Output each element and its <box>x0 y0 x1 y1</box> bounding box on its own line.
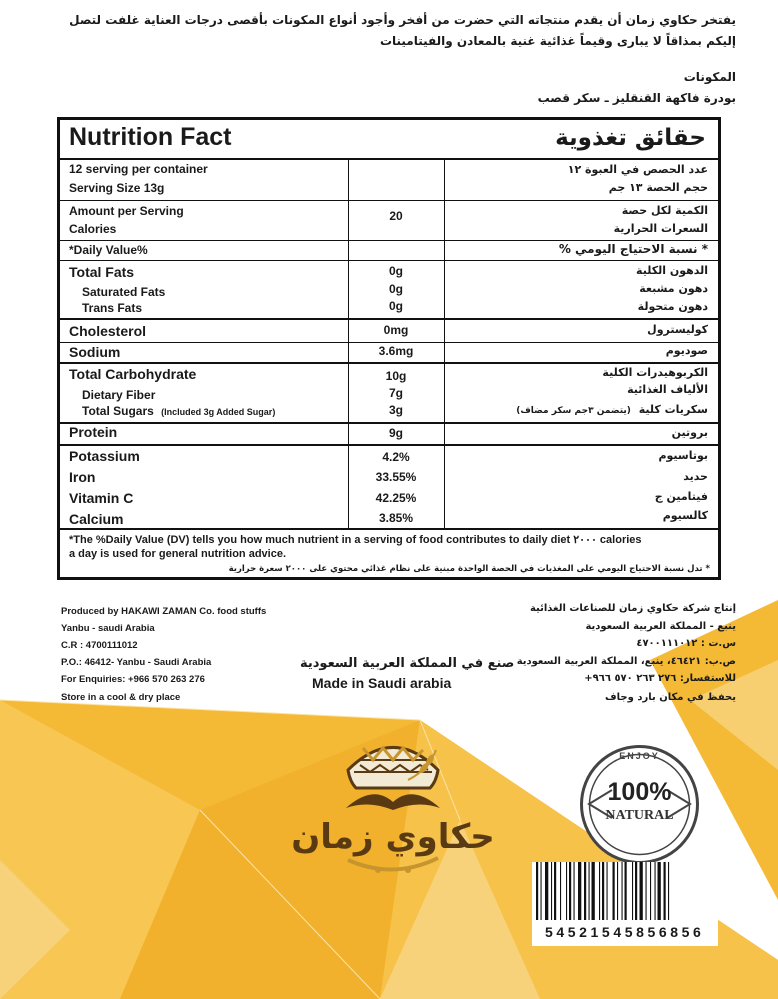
daily-value-label-ar: * نسبة الاحتياج اليومي % <box>558 242 708 256</box>
amount-per-serving-en: Amount per Serving <box>69 204 184 218</box>
footnote-ar: * تدل نسبة الاحتياج اليومي على المغذيات في الحصة الواحدة مبنية على نظام غذائي محتوي على ٢٠٠٠ سعرة حرارية <box>228 564 710 574</box>
nutrition-title-en: Nutrition Fact <box>69 123 232 151</box>
divider <box>60 444 718 446</box>
barcode-bar <box>541 862 542 920</box>
badge-label: NATURAL <box>605 808 674 823</box>
calcium-value: 3.85% <box>378 511 414 525</box>
divider <box>60 318 718 320</box>
barcode-number: 54521545856856 <box>545 924 705 940</box>
potassium-en: Potassium <box>69 448 140 464</box>
saturated-fats-ar: دهون مشبعة <box>639 282 708 295</box>
barcode-bar <box>622 862 623 920</box>
dietary-fiber-value: 7g <box>388 386 403 400</box>
barcode-bar <box>599 862 600 920</box>
total-carbohydrate-value: 10g <box>385 369 407 383</box>
barcode-bar <box>640 862 643 920</box>
barcode-bar <box>551 862 552 920</box>
divider <box>60 422 718 424</box>
daily-value-label-en: *Daily Value% <box>69 243 148 257</box>
calories-label-en: Calories <box>69 222 117 236</box>
total-fats-en: Total Fats <box>69 264 135 280</box>
barcode-bar <box>602 862 604 920</box>
serving-size-en: Serving Size 13g <box>69 181 165 195</box>
producer-line: إنتاج شركة حكاوي زمان للصناعات الغذائية <box>529 603 736 614</box>
made-in-ar: صنع في المملكة العربية السعودية <box>300 656 515 671</box>
footnote-en-line1: *The %Daily Value (DV) tells you how much nutrient in a serving of food contributes to daily diet ٢٠٠٠ calories <box>69 534 642 546</box>
protein-value: 9g <box>388 426 403 440</box>
barcode-bars <box>532 862 718 922</box>
badge-percent: 100% <box>607 778 672 806</box>
saturated-fats-en: Saturated Fats <box>82 285 166 299</box>
iron-ar: حديد <box>683 470 708 483</box>
producer-line: Produced by HAKAWI ZAMAN Co. food stuffs <box>61 606 267 617</box>
producer-line: ينبع - المملكة العربية السعودية <box>585 620 736 632</box>
vitamin-c-value: 42.25% <box>375 491 417 505</box>
barcode-bar <box>584 862 586 920</box>
nutrition-facts-table <box>57 117 721 580</box>
barcode-bar <box>574 862 575 920</box>
producer-info-ar <box>517 600 736 688</box>
producer-line: Yanbu - saudi Arabia <box>61 623 155 634</box>
storage-instruction-en: Store in a cool & dry place <box>61 692 181 703</box>
sodium-en: Sodium <box>69 344 121 360</box>
potassium-value: 4.2% <box>382 450 410 464</box>
iron-en: Iron <box>69 469 96 485</box>
dietary-fiber-en: Dietary Fiber <box>82 388 156 402</box>
divider <box>60 342 718 343</box>
calcium-en: Calcium <box>69 511 124 527</box>
producer-line: ص.ب: ٤٦٤٢١، ينبع، المملكة العربية السعودية <box>516 655 736 667</box>
total-carbohydrate-en: Total Carbohydrate <box>69 366 197 382</box>
divider <box>60 362 718 364</box>
serving-size-ar: حجم الحصة ١٣ جم <box>608 181 708 194</box>
total-fats-value: 0g <box>388 264 403 278</box>
nutrition-title-ar: حقائق تغذوية <box>555 125 706 151</box>
barcode-bar <box>613 862 615 920</box>
trans-fats-en: Trans Fats <box>82 301 143 315</box>
barcode-bar <box>589 862 590 920</box>
barcode-bar <box>617 862 618 920</box>
barcode-bar <box>625 862 627 920</box>
total-sugars-en <box>82 404 275 418</box>
servings-per-container-ar: عدد الحصص في العبوة ١٢ <box>567 163 708 176</box>
producer-line: P.O.: 46412- Yanbu - Saudi Arabia <box>61 657 212 668</box>
divider <box>60 158 718 160</box>
servings-per-container-en: 12 serving per container <box>69 162 208 176</box>
storage-instruction-ar: يحفظ في مكان بارد وجاف <box>605 692 736 703</box>
barcode-bar <box>554 862 556 920</box>
barcode-bar <box>578 862 581 920</box>
ingredients-title: المكونات <box>683 70 736 84</box>
potassium-ar: بوتاسيوم <box>658 449 708 462</box>
barcode-bar <box>536 862 538 920</box>
divider <box>60 260 718 261</box>
logo-text: حكاوي زمان <box>291 817 495 857</box>
saturated-fats-value: 0g <box>388 282 403 296</box>
trans-fats-ar: دهون متحولة <box>637 300 708 313</box>
dietary-fiber-ar: الألياف الغذائية <box>627 383 708 396</box>
barcode-bar <box>655 862 656 920</box>
barcode-bar <box>545 862 548 920</box>
total-sugars-ar <box>516 403 708 416</box>
barcode-bar <box>650 862 651 920</box>
column-divider <box>444 160 445 530</box>
barcode-bar <box>658 862 661 920</box>
barcode-bar <box>560 862 561 920</box>
producer-line: C.R : 4700111012 <box>61 640 138 651</box>
total-carbohydrate-ar: الكربوهيدرات الكلية <box>602 366 708 379</box>
cholesterol-en: Cholesterol <box>69 323 147 339</box>
calcium-ar: كالسيوم <box>662 509 708 522</box>
producer-line: For Enquiries: +966 570 263 276 <box>61 674 205 685</box>
total-sugars-value: 3g <box>388 403 403 417</box>
ingredients-text: بودرة فاكهة القنقليز ـ سكر قصب <box>537 91 736 105</box>
producer-line: س.ت : ٤٧٠٠١١١٠١٢ <box>636 638 736 649</box>
cholesterol-value: 0mg <box>383 323 409 337</box>
total-sugars-note-en: (Included 3g Added Sugar) <box>161 407 276 417</box>
total-sugars-label-en: Total Sugars <box>82 404 154 418</box>
total-fats-ar: الدهون الكلية <box>636 264 708 277</box>
amount-per-serving-ar: الكمية لكل حصة <box>621 204 708 217</box>
producer-line: للاستفسار: ٢٧٦ ٢٦٣ ٥٧٠ ٩٦٦+ <box>584 673 736 684</box>
intro-paragraph: يفتخر حكاوي زمان أن يقدم منتجاته التي حضرت من أفخر وأجود أنواع المكونات بأقصى درجات العناية غلفت لتصل إليكم بمذاقاً لا يبارى وقيماً غذائية غنية بالمعادن والفيتامينات <box>69 13 736 48</box>
badge-top-text: ENJOY <box>619 751 660 761</box>
calories-label-ar: السعرات الحرارية <box>613 222 708 235</box>
divider <box>60 240 718 241</box>
total-sugars-note-ar: (يتضمن ٣جم سكر مضاف) <box>516 406 631 416</box>
barcode-bar <box>569 862 571 920</box>
protein-en: Protein <box>69 424 118 440</box>
barcode-bar <box>664 862 666 920</box>
divider <box>60 528 718 530</box>
barcode-bar <box>592 862 595 920</box>
made-in-en: Made in Saudi arabia <box>312 675 452 691</box>
cholesterol-ar: كوليسترول <box>647 323 708 336</box>
calories-value: 20 <box>389 209 403 223</box>
barcode-bar <box>632 862 633 920</box>
barcode-bar <box>635 862 637 920</box>
vitamin-c-ar: فيتامين ج <box>654 490 708 503</box>
barcode-bar <box>668 862 669 920</box>
producer-info-en <box>61 603 266 688</box>
total-sugars-label-ar: سكريات كلية <box>638 403 708 416</box>
sodium-ar: صوديوم <box>665 344 708 357</box>
barcode-bar <box>566 862 567 920</box>
divider <box>60 200 718 201</box>
natural-badge <box>577 742 702 867</box>
brand-logo <box>291 720 495 895</box>
iron-value: 33.55% <box>375 470 417 484</box>
sodium-value: 3.6mg <box>378 344 414 358</box>
trans-fats-value: 0g <box>388 299 403 313</box>
protein-ar: بروتين <box>671 426 708 439</box>
barcode-bar <box>607 862 608 920</box>
vitamin-c-en: Vitamin C <box>69 490 134 506</box>
footnote-en-line2: a day is used for general nutrition advice. <box>69 548 287 560</box>
barcode-bar <box>646 862 647 920</box>
